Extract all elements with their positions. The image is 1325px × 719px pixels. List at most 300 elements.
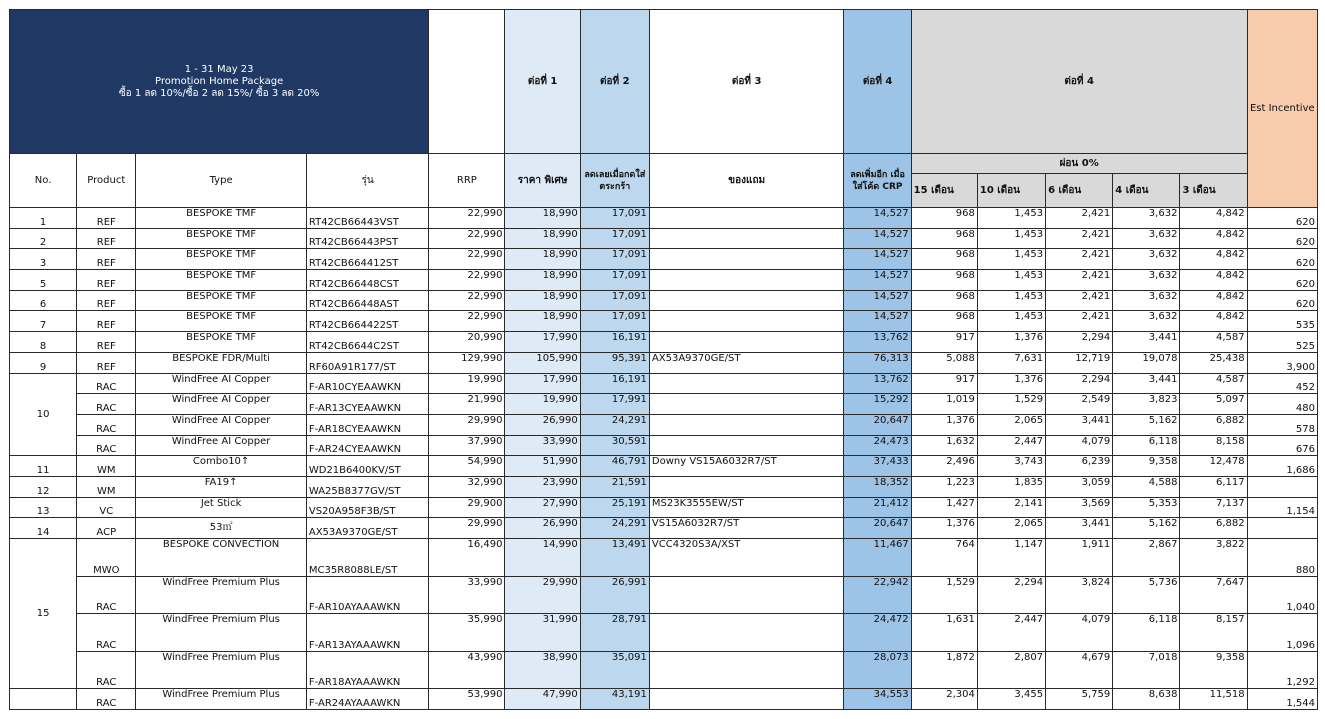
installment-15-cell: 2,304 xyxy=(911,689,977,710)
promo-date: 1 - 31 May 23 xyxy=(184,63,254,75)
product-cell: REF xyxy=(77,249,136,270)
row-number-cell: 2 xyxy=(10,228,77,249)
model-cell: F-AR10AYAAAWKN xyxy=(306,576,428,614)
installment-6-cell: 4,679 xyxy=(1046,651,1113,689)
product-cell: REF xyxy=(77,290,136,311)
incentive-cell: 620 xyxy=(1247,290,1317,311)
type-cell: Jet Stick xyxy=(136,497,307,518)
incentive-cell: 620 xyxy=(1247,270,1317,291)
rrp-cell: 54,990 xyxy=(429,456,505,477)
installment-10-cell: 1,453 xyxy=(977,249,1045,270)
installment-6-cell: 2,294 xyxy=(1046,373,1113,394)
installment-15-cell: 968 xyxy=(911,228,977,249)
gift-cell xyxy=(649,651,844,689)
installment-15-cell: 968 xyxy=(911,249,977,270)
installment-3-cell: 7,137 xyxy=(1180,497,1247,518)
product-cell: REF xyxy=(77,270,136,291)
installment-3-cell: 6,882 xyxy=(1180,518,1247,539)
rrp-cell: 33,990 xyxy=(429,576,505,614)
installment-10-cell: 1,453 xyxy=(977,208,1045,229)
crp-price-cell: 22,942 xyxy=(844,576,911,614)
installment-10-cell: 2,065 xyxy=(977,518,1045,539)
model-cell: F-AR13CYEAAWKN xyxy=(306,394,428,415)
promo-name: Promotion Home Package xyxy=(155,75,284,87)
table-row xyxy=(10,290,1318,311)
installment-6-cell: 2,421 xyxy=(1046,208,1113,229)
crp-price-cell: 14,527 xyxy=(844,270,911,291)
product-cell: REF xyxy=(77,352,136,373)
special-price-cell: 18,990 xyxy=(505,290,580,311)
installment-3-cell: 8,157 xyxy=(1180,614,1247,652)
cart-price-cell: 17,991 xyxy=(580,394,649,415)
promotion-table xyxy=(9,9,1318,710)
product-cell: RAC xyxy=(77,394,136,415)
col-15-months: 15 เดือน xyxy=(911,174,977,208)
installment-10-cell: 2,447 xyxy=(977,614,1045,652)
rrp-cell: 20,990 xyxy=(429,332,505,353)
promo-banner xyxy=(10,10,429,154)
installment-4-cell: 3,441 xyxy=(1113,332,1180,353)
gift-cell: VCC4320S3A/XST xyxy=(649,539,844,577)
installment-3-cell: 3,822 xyxy=(1180,539,1247,577)
rrp-cell: 16,490 xyxy=(429,539,505,577)
incentive-cell: 3,900 xyxy=(1247,352,1317,373)
type-cell: 53㎡ xyxy=(136,518,307,539)
installment-15-cell: 764 xyxy=(911,539,977,577)
model-cell: MC35R8088LE/ST xyxy=(306,539,428,577)
rrp-cell: 29,990 xyxy=(429,414,505,435)
gift-cell xyxy=(649,332,844,353)
installment-15-cell: 1,223 xyxy=(911,476,977,497)
installment-4-cell: 6,118 xyxy=(1113,614,1180,652)
installment-15-cell: 968 xyxy=(911,311,977,332)
gift-cell: Downy VS15A6032R7/ST xyxy=(649,456,844,477)
gift-cell xyxy=(649,208,844,229)
row-number-cell: 12 xyxy=(10,476,77,497)
step1-header: ต่อที่ 1 xyxy=(505,10,580,154)
installment-15-cell: 1,872 xyxy=(911,651,977,689)
installment-15-cell: 968 xyxy=(911,290,977,311)
col-rrp: RRP xyxy=(429,154,505,208)
special-price-cell: 18,990 xyxy=(505,228,580,249)
crp-price-cell: 21,412 xyxy=(844,497,911,518)
installment-4-cell: 3,632 xyxy=(1113,249,1180,270)
installment-10-cell: 1,376 xyxy=(977,373,1045,394)
step2-header: ต่อที่ 2 xyxy=(580,10,649,154)
rrp-cell: 53,990 xyxy=(429,689,505,710)
gift-cell xyxy=(649,311,844,332)
special-price-cell: 38,990 xyxy=(505,651,580,689)
incentive-cell: 1,686 xyxy=(1247,456,1317,477)
model-cell: RF60A91R177/ST xyxy=(306,352,428,373)
installment-6-cell: 12,719 xyxy=(1046,352,1113,373)
incentive-cell: 1,154 xyxy=(1247,497,1317,518)
col-cart: ลดเลยเมื่อกดใส่ตระกร้า xyxy=(580,154,649,208)
installment-10-cell: 1,453 xyxy=(977,228,1045,249)
model-cell: RT42CB66443VST xyxy=(306,208,428,229)
type-cell: BESPOKE CONVECTION xyxy=(136,539,307,577)
table-row xyxy=(10,270,1318,291)
cart-price-cell: 43,191 xyxy=(580,689,649,710)
model-cell: F-AR10CYEAAWKN xyxy=(306,373,428,394)
installment-4-cell: 3,632 xyxy=(1113,270,1180,291)
rrp-cell: 29,900 xyxy=(429,497,505,518)
crp-price-cell: 20,647 xyxy=(844,414,911,435)
product-cell: RAC xyxy=(77,373,136,394)
rrp-cell: 22,990 xyxy=(429,249,505,270)
installment-6-cell: 2,294 xyxy=(1046,332,1113,353)
incentive-cell: 1,544 xyxy=(1247,689,1317,710)
crp-price-cell: 14,527 xyxy=(844,311,911,332)
installment-15-cell: 2,496 xyxy=(911,456,977,477)
installment-10-cell: 2,065 xyxy=(977,414,1045,435)
rrp-cell: 29,990 xyxy=(429,518,505,539)
installment-4-cell: 7,018 xyxy=(1113,651,1180,689)
cart-price-cell: 17,091 xyxy=(580,270,649,291)
row-number-cell: 6 xyxy=(10,290,77,311)
table-row xyxy=(10,497,1318,518)
cart-price-cell: 17,091 xyxy=(580,228,649,249)
type-cell: BESPOKE FDR/Multi xyxy=(136,352,307,373)
row-number-cell: 3 xyxy=(10,249,77,270)
type-cell: BESPOKE TMF xyxy=(136,208,307,229)
installment-15-cell: 968 xyxy=(911,270,977,291)
est-incentive-header: Est Incentive xyxy=(1247,10,1317,208)
table-row xyxy=(10,614,1318,652)
installment-10-cell: 2,807 xyxy=(977,651,1045,689)
incentive-cell: 525 xyxy=(1247,332,1317,353)
installment-6-cell: 3,059 xyxy=(1046,476,1113,497)
installment-15-cell: 1,632 xyxy=(911,435,977,456)
installment-4-cell: 4,588 xyxy=(1113,476,1180,497)
special-price-cell: 33,990 xyxy=(505,435,580,456)
installment-6-cell: 6,239 xyxy=(1046,456,1113,477)
crp-price-cell: 24,473 xyxy=(844,435,911,456)
product-cell: REF xyxy=(77,208,136,229)
gift-cell xyxy=(649,435,844,456)
step4b-header: ต่อที่ 4 xyxy=(911,10,1247,154)
model-cell: F-AR13AYAAAWKN xyxy=(306,614,428,652)
crp-price-cell: 14,527 xyxy=(844,228,911,249)
incentive-cell: 1,040 xyxy=(1247,576,1317,614)
gift-cell xyxy=(649,290,844,311)
type-cell: WindFree AI Copper xyxy=(136,435,307,456)
installment-3-cell: 4,587 xyxy=(1180,332,1247,353)
installment-4-cell: 9,358 xyxy=(1113,456,1180,477)
table-row xyxy=(10,311,1318,332)
crp-price-cell: 24,472 xyxy=(844,614,911,652)
type-cell: BESPOKE TMF xyxy=(136,332,307,353)
model-cell: RT42CB664412ST xyxy=(306,249,428,270)
rrp-cell: 22,990 xyxy=(429,208,505,229)
gift-cell xyxy=(649,270,844,291)
installment-4-cell: 3,823 xyxy=(1113,394,1180,415)
row-number-cell: 9 xyxy=(10,352,77,373)
type-cell: BESPOKE TMF xyxy=(136,270,307,291)
cart-price-cell: 30,591 xyxy=(580,435,649,456)
table-body xyxy=(10,208,1318,710)
type-cell: FA19↑ xyxy=(136,476,307,497)
installment-10-cell: 1,453 xyxy=(977,311,1045,332)
table-row xyxy=(10,352,1318,373)
installment-3-cell: 7,647 xyxy=(1180,576,1247,614)
type-cell: WindFree Premium Plus xyxy=(136,576,307,614)
cart-price-cell: 17,091 xyxy=(580,290,649,311)
step4-header: ต่อที่ 4 xyxy=(844,10,911,154)
installment-6-cell: 2,421 xyxy=(1046,311,1113,332)
type-cell: WindFree Premium Plus xyxy=(136,651,307,689)
gift-cell xyxy=(649,394,844,415)
incentive-cell: 620 xyxy=(1247,249,1317,270)
product-cell: REF xyxy=(77,228,136,249)
installment-4-cell: 6,118 xyxy=(1113,435,1180,456)
product-cell: RAC xyxy=(77,651,136,689)
installment-6-cell: 4,079 xyxy=(1046,614,1113,652)
col-no: No. xyxy=(10,154,77,208)
special-price-cell: 18,990 xyxy=(505,311,580,332)
model-cell: WD21B6400KV/ST xyxy=(306,456,428,477)
installment-6-cell: 2,421 xyxy=(1046,228,1113,249)
product-cell: REF xyxy=(77,311,136,332)
installment-3-cell: 12,478 xyxy=(1180,456,1247,477)
gift-cell xyxy=(649,249,844,270)
model-cell: RT42CB664422ST xyxy=(306,311,428,332)
installment-6-cell: 2,549 xyxy=(1046,394,1113,415)
installment-15-cell: 5,088 xyxy=(911,352,977,373)
installment-6-cell: 3,441 xyxy=(1046,518,1113,539)
rrp-cell: 43,990 xyxy=(429,651,505,689)
incentive-cell: 880 xyxy=(1247,539,1317,577)
special-price-cell: 26,990 xyxy=(505,518,580,539)
row-number-cell: 7 xyxy=(10,311,77,332)
installment-15-cell: 917 xyxy=(911,373,977,394)
incentive-cell: 620 xyxy=(1247,228,1317,249)
installment-3-cell: 9,358 xyxy=(1180,651,1247,689)
installment-3-cell: 25,438 xyxy=(1180,352,1247,373)
installment-10-cell: 2,141 xyxy=(977,497,1045,518)
incentive-cell: 452 xyxy=(1247,373,1317,394)
type-cell: WindFree Premium Plus xyxy=(136,614,307,652)
col-10-months: 10 เดือน xyxy=(977,174,1045,208)
installment-15-cell: 1,427 xyxy=(911,497,977,518)
table-row xyxy=(10,332,1318,353)
installment-10-cell: 1,453 xyxy=(977,270,1045,291)
row-number-cell: 1 xyxy=(10,208,77,229)
cart-price-cell: 17,091 xyxy=(580,208,649,229)
cart-price-cell: 21,591 xyxy=(580,476,649,497)
gift-cell xyxy=(649,689,844,710)
installment-6-cell: 3,569 xyxy=(1046,497,1113,518)
crp-price-cell: 13,762 xyxy=(844,332,911,353)
col-product: Product xyxy=(77,154,136,208)
installment-6-cell: 4,079 xyxy=(1046,435,1113,456)
installment-6-cell: 2,421 xyxy=(1046,270,1113,291)
table-row xyxy=(10,651,1318,689)
product-cell: RAC xyxy=(77,689,136,710)
installment-6-cell: 3,824 xyxy=(1046,576,1113,614)
crp-price-cell: 13,762 xyxy=(844,373,911,394)
installment-3-cell: 4,842 xyxy=(1180,270,1247,291)
installment-3-cell: 4,842 xyxy=(1180,228,1247,249)
installment-6-cell: 1,911 xyxy=(1046,539,1113,577)
cart-price-cell: 26,991 xyxy=(580,576,649,614)
installment-10-cell: 1,835 xyxy=(977,476,1045,497)
col-3-months: 3 เดือน xyxy=(1180,174,1247,208)
installment-6-cell: 2,421 xyxy=(1046,249,1113,270)
installment-4-cell: 3,632 xyxy=(1113,290,1180,311)
rrp-cell: 22,990 xyxy=(429,311,505,332)
gift-cell xyxy=(649,614,844,652)
col-type: Type xyxy=(136,154,307,208)
table-row xyxy=(10,394,1318,415)
model-cell: AX53A9370GE/ST xyxy=(306,518,428,539)
product-cell: REF xyxy=(77,332,136,353)
installment-10-cell: 2,447 xyxy=(977,435,1045,456)
rrp-cell: 22,990 xyxy=(429,270,505,291)
installment-3-cell: 6,117 xyxy=(1180,476,1247,497)
product-cell: ACP xyxy=(77,518,136,539)
special-price-cell: 19,990 xyxy=(505,394,580,415)
table-row xyxy=(10,249,1318,270)
model-cell: WA25B8377GV/ST xyxy=(306,476,428,497)
installment-10-cell: 3,743 xyxy=(977,456,1045,477)
crp-price-cell: 11,467 xyxy=(844,539,911,577)
incentive-cell: 535 xyxy=(1247,311,1317,332)
installment-10-cell: 1,147 xyxy=(977,539,1045,577)
cart-price-cell: 16,191 xyxy=(580,373,649,394)
product-cell: RAC xyxy=(77,614,136,652)
installment-3-cell: 4,842 xyxy=(1180,311,1247,332)
product-cell: WM xyxy=(77,456,136,477)
col-4-months: 4 เดือน xyxy=(1113,174,1180,208)
table-row xyxy=(10,689,1318,710)
crp-price-cell: 18,352 xyxy=(844,476,911,497)
rrp-top-cell xyxy=(429,10,505,154)
special-price-cell: 14,990 xyxy=(505,539,580,577)
type-cell: Combo10↑ xyxy=(136,456,307,477)
crp-price-cell: 14,527 xyxy=(844,290,911,311)
type-cell: BESPOKE TMF xyxy=(136,249,307,270)
installment-4-cell: 5,353 xyxy=(1113,497,1180,518)
model-cell: F-AR18AYAAAWKN xyxy=(306,651,428,689)
col-model: รุ่น xyxy=(306,154,428,208)
cart-price-cell: 28,791 xyxy=(580,614,649,652)
row-number-cell: 11 xyxy=(10,456,77,477)
special-price-cell: 17,990 xyxy=(505,373,580,394)
installment-3-cell: 6,882 xyxy=(1180,414,1247,435)
cart-price-cell: 46,791 xyxy=(580,456,649,477)
rrp-cell: 35,990 xyxy=(429,614,505,652)
crp-price-cell: 15,292 xyxy=(844,394,911,415)
col-gift: ของแถม xyxy=(649,154,844,208)
table-header xyxy=(10,10,1318,208)
installment-4-cell: 3,632 xyxy=(1113,228,1180,249)
installment-10-cell: 1,529 xyxy=(977,394,1045,415)
incentive-cell xyxy=(1247,476,1317,497)
installment-3-cell: 5,097 xyxy=(1180,394,1247,415)
crp-price-cell: 76,313 xyxy=(844,352,911,373)
product-cell: RAC xyxy=(77,435,136,456)
row-number-cell: 15 xyxy=(10,539,77,689)
installment-header: ผ่อน 0% xyxy=(911,154,1247,174)
rrp-cell: 22,990 xyxy=(429,290,505,311)
cart-price-cell: 13,491 xyxy=(580,539,649,577)
special-price-cell: 105,990 xyxy=(505,352,580,373)
cart-price-cell: 16,191 xyxy=(580,332,649,353)
model-cell: VS20A958F3B/ST xyxy=(306,497,428,518)
gift-cell: AX53A9370GE/ST xyxy=(649,352,844,373)
installment-10-cell: 1,453 xyxy=(977,290,1045,311)
promo-desc: ซื้อ 1 ลด 10%/ซื้อ 2 ลด 15%/ ซื้อ 3 ลด 20% xyxy=(118,87,320,99)
gift-cell xyxy=(649,476,844,497)
step3-header: ต่อที่ 3 xyxy=(649,10,844,154)
special-price-cell: 18,990 xyxy=(505,249,580,270)
cart-price-cell: 17,091 xyxy=(580,311,649,332)
incentive-cell: 480 xyxy=(1247,394,1317,415)
crp-price-cell: 14,527 xyxy=(844,249,911,270)
special-price-cell: 23,990 xyxy=(505,476,580,497)
incentive-cell: 578 xyxy=(1247,414,1317,435)
special-price-cell: 26,990 xyxy=(505,414,580,435)
installment-15-cell: 1,376 xyxy=(911,518,977,539)
col-6-months: 6 เดือน xyxy=(1046,174,1113,208)
installment-15-cell: 968 xyxy=(911,208,977,229)
col-special: ราคา พิเศษ xyxy=(505,154,580,208)
table-row xyxy=(10,576,1318,614)
table-row xyxy=(10,208,1318,229)
installment-4-cell: 5,736 xyxy=(1113,576,1180,614)
table-row xyxy=(10,228,1318,249)
installment-6-cell: 5,759 xyxy=(1046,689,1113,710)
gift-cell xyxy=(649,373,844,394)
row-number-cell: 14 xyxy=(10,518,77,539)
model-cell: RT42CB66448AST xyxy=(306,290,428,311)
row-number-cell xyxy=(10,689,77,710)
installment-4-cell: 5,162 xyxy=(1113,414,1180,435)
row-number-cell: 8 xyxy=(10,332,77,353)
incentive-cell: 1,292 xyxy=(1247,651,1317,689)
rrp-cell: 32,990 xyxy=(429,476,505,497)
model-cell: F-AR18CYEAAWKN xyxy=(306,414,428,435)
model-cell: RT42CB66448CST xyxy=(306,270,428,291)
cart-price-cell: 24,291 xyxy=(580,414,649,435)
special-price-cell: 18,990 xyxy=(505,270,580,291)
installment-4-cell: 19,078 xyxy=(1113,352,1180,373)
row-number-cell: 13 xyxy=(10,497,77,518)
type-cell: BESPOKE TMF xyxy=(136,311,307,332)
installment-4-cell: 2,867 xyxy=(1113,539,1180,577)
special-price-cell: 17,990 xyxy=(505,332,580,353)
crp-price-cell: 28,073 xyxy=(844,651,911,689)
row-number-cell: 10 xyxy=(10,373,77,456)
installment-10-cell: 7,631 xyxy=(977,352,1045,373)
special-price-cell: 47,990 xyxy=(505,689,580,710)
col-crp: ลดเพิ่มอีก เมื่อใส่โค้ด CRP xyxy=(844,154,911,208)
rrp-cell: 22,990 xyxy=(429,228,505,249)
gift-cell: MS23K3555EW/ST xyxy=(649,497,844,518)
special-price-cell: 31,990 xyxy=(505,614,580,652)
special-price-cell: 18,990 xyxy=(505,208,580,229)
type-cell: BESPOKE TMF xyxy=(136,290,307,311)
crp-price-cell: 20,647 xyxy=(844,518,911,539)
installment-4-cell: 3,441 xyxy=(1113,373,1180,394)
installment-3-cell: 4,842 xyxy=(1180,290,1247,311)
installment-3-cell: 8,158 xyxy=(1180,435,1247,456)
table-row xyxy=(10,373,1318,394)
row-number-cell: 5 xyxy=(10,270,77,291)
incentive-cell: 620 xyxy=(1247,208,1317,229)
installment-6-cell: 3,441 xyxy=(1046,414,1113,435)
